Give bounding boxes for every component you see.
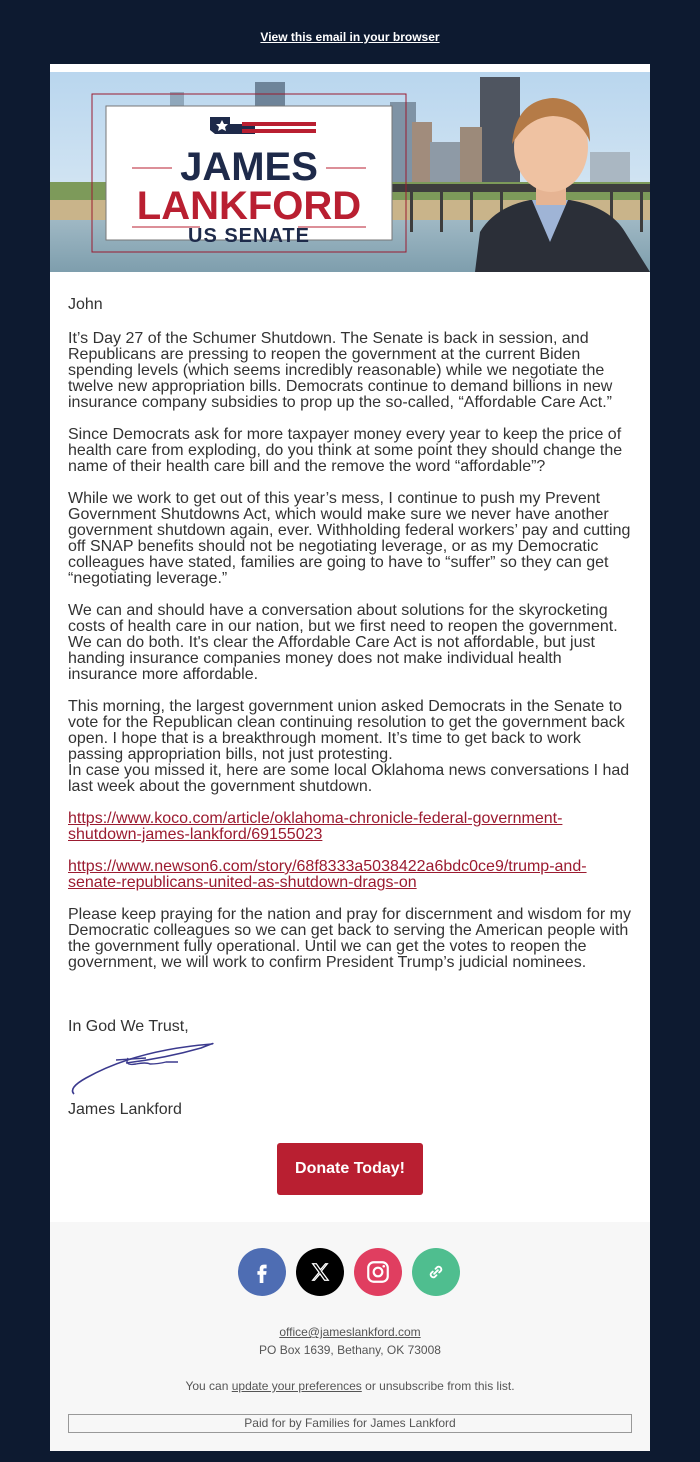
paragraph-3: While we work to get out of this year’s mess, I continue to push my Prevent Government Shutdowns Act, which would make sure we never have another government shutdown again, ever. Withholding federal workers’ pay and cutting off SNAP benefits should not be negotiating leverage, or as my Democratic colleagues have stated, families are going to have to “suffer” so they can get “negotiating leverage.” [68, 490, 631, 587]
footer [50, 1222, 650, 1451]
salutation: John [68, 296, 103, 313]
email-card [50, 64, 650, 1451]
paragraph-4: We can and should have a conversation about solutions for the skyrocketing costs of health care in our nation, but we first need to reopen the government. We can do both. It's clear the Affordable Care Act is not affordable, but just handing insurance companies money does not make individual health insurance more affordable. [68, 602, 618, 683]
facebook-icon [251, 1261, 273, 1283]
hero-illustration [50, 72, 650, 272]
paragraph-5: This morning, the largest government union asked Democrats in the Senate to vote for the Republican clean continuing resolution to get the government back open. I hope that is a breakthrough moment. It’s time to get back to work passing appropriation bills, not just protesting. In case you missed it, here are some local Oklahoma news conversations I had last week about the government shutdown. [68, 698, 630, 795]
footer-email-link[interactable]: office@jameslankford.com [279, 1325, 421, 1339]
logo-line2: LANKFORD [136, 184, 362, 228]
closing-line: In God We Trust, [68, 1018, 189, 1035]
newson6-article-link[interactable]: https://www.newson6.com/story/68f8333a5038422a6bdc0ce9/trump-and-senate-republicans-united-as-shutdown-drags-on [68, 858, 587, 891]
paid-for-disclaimer: Paid for by Families for James Lankford [68, 1414, 632, 1433]
logo-line1: JAMES [180, 145, 318, 189]
signature-name: James Lankford [68, 1101, 182, 1118]
footer-address: PO Box 1639, Bethany, OK 73008 [259, 1343, 441, 1357]
footer-preferences: You can update your preferences or unsubscribe from this list. [185, 1379, 515, 1393]
email-body [68, 296, 634, 987]
instagram-icon [365, 1259, 391, 1285]
social-links [238, 1248, 462, 1298]
update-preferences-link[interactable]: update your preferences [231, 1379, 362, 1393]
x-icon [309, 1261, 331, 1283]
hero-banner [50, 72, 650, 272]
donate-button[interactable]: Donate Today! [277, 1143, 423, 1195]
facebook-link[interactable] [238, 1248, 286, 1296]
x-link[interactable] [296, 1248, 344, 1296]
email-header [0, 0, 700, 64]
view-in-browser-link[interactable]: View this email in your browser [260, 30, 440, 44]
signature-image [66, 1038, 216, 1103]
paragraph-2: Since Democrats ask for more taxpayer money every year to keep the price of health care from exploding, do you think at some point they should change the name of their health care bill and the remove the word “affordable”? [68, 426, 623, 475]
website-link[interactable] [412, 1248, 460, 1296]
logo-line3: US SENATE [188, 225, 310, 247]
instagram-link[interactable] [354, 1248, 402, 1296]
closing-paragraph: Please keep praying for the nation and pray for discernment and wisdom for my Democratic colleagues so we can get back to serving the American people with the government fully operational. Until we can get the votes to reopen the government, we will work to confirm President Trump’s judicial nominees. [68, 906, 631, 971]
paragraph-1: It’s Day 27 of the Schumer Shutdown. The Senate is back in session, and Republicans are pressing to reopen the government at the current Biden spending levels (which seems incredibly reasonable) while we negotiate the twelve new appropriation bills. Democrats continue to demand billions in new insurance company subsidies to prop up the so-called, “Affordable Care Act.” [68, 330, 613, 411]
link-icon [425, 1261, 447, 1283]
koco-article-link[interactable]: https://www.koco.com/article/oklahoma-chronicle-federal-government-shutdown-james-lankford/69155023 [68, 810, 563, 843]
